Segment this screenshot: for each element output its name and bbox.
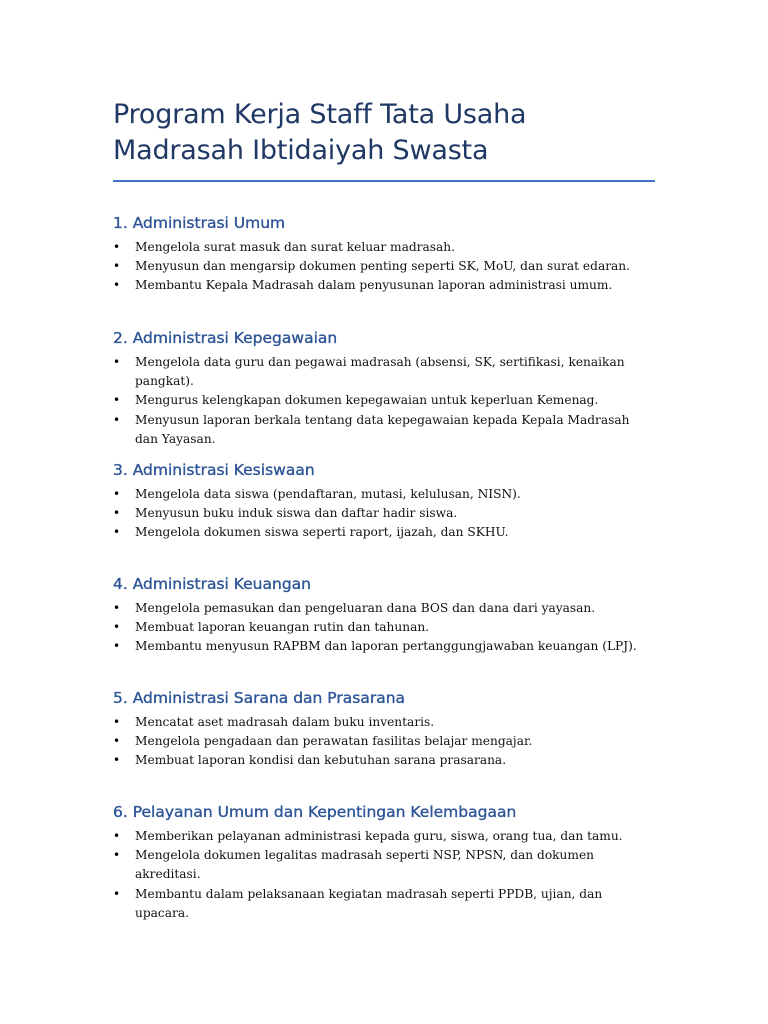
list-item-text: Mengelola pengadaan dan perawatan fasilitas belajar mengajar.: [135, 734, 533, 749]
section-pelayanan-umum: [113, 802, 673, 923]
list-item: [113, 391, 655, 410]
section-heading: 5. Administrasi Sarana dan Prasarana: [113, 689, 406, 707]
bullet-icon: •: [113, 278, 121, 293]
list-item-text: Mengelola pemasukan dan pengeluaran dana BOS dan dana dari yayasan.: [135, 601, 596, 615]
bullet-list: [113, 238, 673, 296]
bullet-icon: •: [113, 848, 121, 863]
section-administrasi-keuangan: [113, 574, 673, 657]
section-heading: 6. Pelayanan Umum dan Kepentingan Kelembagaan: [113, 803, 517, 821]
list-item: [113, 353, 655, 391]
bullet-icon: •: [113, 620, 121, 635]
list-item: [113, 504, 655, 523]
bullet-icon: •: [113, 487, 121, 501]
list-item-text: Membuat laporan kondisi dan kebutuhan sarana prasarana.: [135, 753, 507, 768]
title-line-2: Madrasah Ibtidaiyah Swasta: [113, 135, 489, 166]
section-heading: 2. Administrasi Kepegawaian: [113, 329, 338, 347]
list-item-text: Membuat laporan keuangan rutin dan tahunan.: [135, 620, 430, 635]
list-item: [113, 523, 655, 542]
bullet-icon: •: [113, 355, 121, 369]
list-item-text: Mengelola dokumen siswa seperti raport, ijazah, dan SKHU.: [135, 525, 509, 540]
list-item: [113, 846, 655, 884]
section-heading: 3. Administrasi Kesiswaan: [113, 461, 315, 479]
list-item-text: Menyusun laporan berkala tentang data kepegawaian kepada Kepala Madrasah dan Yayasan.: [135, 412, 630, 446]
bullet-icon: •: [113, 715, 121, 729]
document-title: [113, 97, 673, 169]
bullet-icon: •: [113, 240, 121, 254]
list-item-text: Mengelola surat masuk dan surat keluar madrasah.: [135, 240, 456, 254]
bullet-icon: •: [113, 639, 121, 654]
list-item: [113, 713, 655, 732]
bullet-icon: •: [113, 412, 121, 427]
title-underline: [113, 180, 655, 182]
bullet-list: [113, 599, 673, 657]
list-item-text: Membantu dalam pelaksanaan kegiatan madrasah seperti PPDB, ujian, dan upacara.: [135, 886, 603, 920]
section-administrasi-sarana-prasarana: [113, 688, 673, 771]
bullet-list: [113, 485, 673, 543]
list-item: [113, 485, 655, 504]
list-item: [113, 732, 655, 751]
list-item: [113, 411, 655, 449]
list-item: [113, 827, 655, 846]
bullet-icon: •: [113, 886, 121, 901]
list-item-text: Menyusun dan mengarsip dokumen penting seperti SK, MoU, dan surat edaran.: [135, 259, 631, 274]
list-item: [113, 885, 655, 923]
list-item-text: Mengelola data guru dan pegawai madrasah (absensi, SK, sertifikasi, kenaikan pangkat).: [135, 355, 625, 389]
bullet-list: [113, 713, 673, 771]
list-item-text: Membantu Kepala Madrasah dalam penyusunan laporan administrasi umum.: [135, 278, 613, 293]
section-heading: 4. Administrasi Keuangan: [113, 575, 311, 593]
bullet-icon: •: [113, 506, 121, 521]
list-item-text: Mencatat aset madrasah dalam buku inventaris.: [135, 715, 435, 729]
list-item: [113, 618, 655, 637]
list-item: [113, 599, 655, 618]
list-item: [113, 238, 655, 257]
section-administrasi-kesiswaan: [113, 460, 673, 543]
bullet-list: [113, 827, 673, 923]
bullet-icon: •: [113, 829, 121, 843]
list-item: [113, 257, 655, 276]
list-item-text: Memberikan pelayanan administrasi kepada guru, siswa, orang tua, dan tamu.: [135, 829, 623, 843]
list-item-text: Mengurus kelengkapan dokumen kepegawaian untuk keperluan Kemenag.: [135, 393, 599, 408]
list-item-text: Mengelola data siswa (pendaftaran, mutasi, kelulusan, NISN).: [135, 487, 521, 501]
list-item: [113, 637, 655, 656]
bullet-icon: •: [113, 259, 121, 274]
bullet-icon: •: [113, 525, 121, 540]
bullet-icon: •: [113, 734, 121, 749]
list-item-text: Mengelola dokumen legalitas madrasah seperti NSP, NPSN, dan dokumen akreditasi.: [135, 848, 595, 882]
list-item-text: Membantu menyusun RAPBM dan laporan pertanggungjawaban keuangan (LPJ).: [135, 639, 637, 654]
section-administrasi-kepegawaian: [113, 328, 673, 449]
section-heading: 1. Administrasi Umum: [113, 214, 286, 232]
bullet-list: [113, 353, 673, 449]
title-line-1: Program Kerja Staff Tata Usaha: [113, 99, 527, 130]
bullet-icon: •: [113, 393, 121, 408]
list-item: [113, 751, 655, 770]
bullet-icon: •: [113, 601, 121, 615]
list-item-text: Menyusun buku induk siswa dan daftar hadir siswa.: [135, 506, 458, 521]
section-administrasi-umum: [113, 213, 673, 296]
list-item: [113, 276, 655, 295]
bullet-icon: •: [113, 753, 121, 768]
